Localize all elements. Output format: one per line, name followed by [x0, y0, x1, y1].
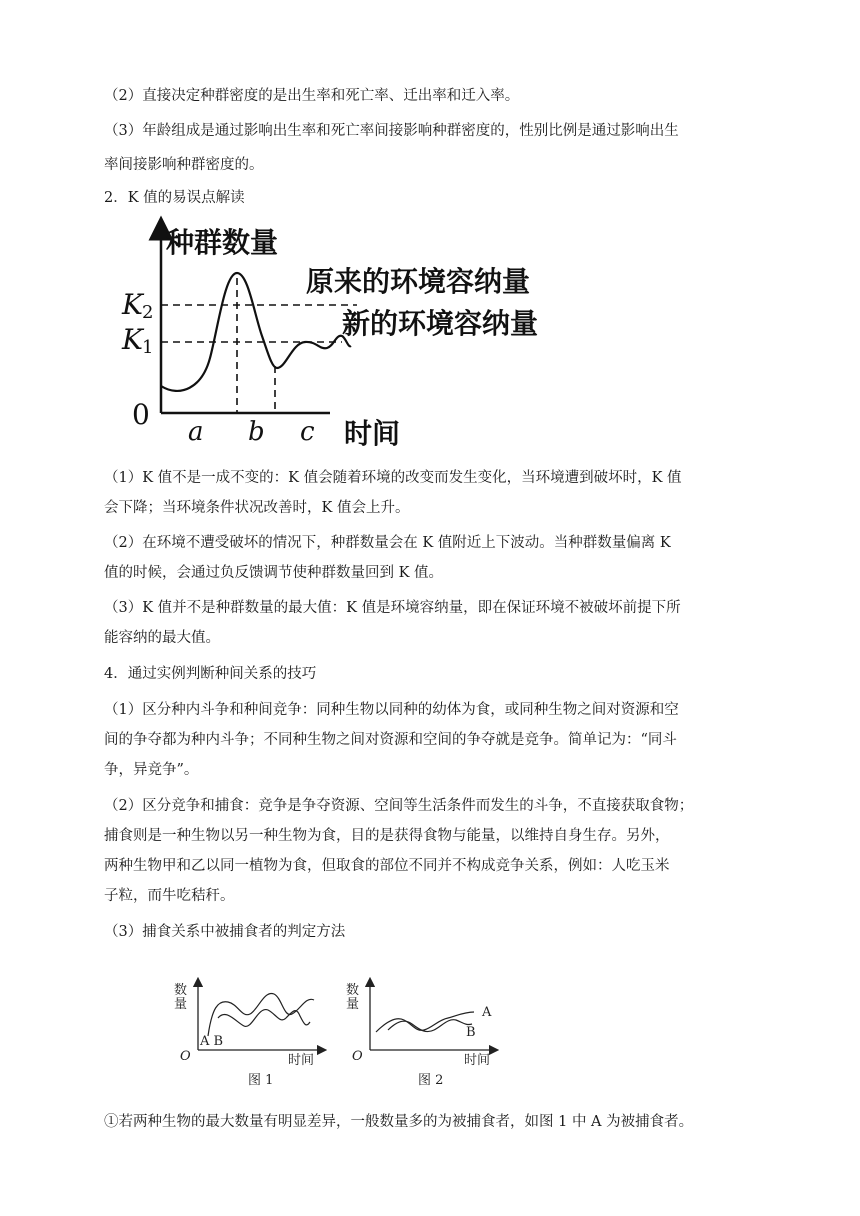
k2-label: K — [122, 288, 143, 321]
k2-subscript: 2 — [142, 302, 154, 323]
y-label-char-2: 量 — [346, 997, 360, 1012]
y-label-char-1: 数 — [346, 983, 360, 998]
x-axis-label: 时间 — [464, 1053, 491, 1068]
text-line: 子粒，而牛吃秸秆。 — [104, 888, 235, 904]
text-line: （3）捕食关系中被捕食者的判定方法 — [104, 924, 346, 940]
x-mark-c: c — [300, 417, 315, 447]
text-line: （1）K 值不是一成不变的：K 值会随着环境的改变而发生变化，当环境遭到破坏时，K 值 — [104, 470, 682, 486]
figure-caption: 图 1 — [248, 1073, 274, 1088]
y-axis-label: 种群数量 — [166, 226, 279, 259]
section-heading: 2．K 值的易误点解读 — [104, 190, 245, 206]
x-mark-a: a — [188, 417, 204, 447]
figure-2 — [342, 978, 502, 1088]
text-line: （3）年龄组成是通过影响出生率和死亡率间接影响种群密度的，性别比例是通过影响出生 — [104, 123, 679, 139]
text-line: 能容纳的最大值。 — [104, 630, 220, 646]
origin-label: O — [180, 1049, 191, 1064]
origin-label: O — [352, 1049, 363, 1064]
text-line: 间的争夺都为种内斗争；不同种生物之间对资源和空间的争夺就是竞争。简单记为：“同斗 — [104, 732, 677, 748]
text-line: 会下降；当环境条件状况改善时，K 值会上升。 — [104, 500, 410, 516]
x-axis-label: 时间 — [344, 417, 401, 450]
origin-label: 0 — [132, 398, 150, 431]
label-a: A — [482, 1005, 492, 1020]
new-capacity-label: 新的环境容纳量 — [342, 307, 539, 340]
curve-b — [388, 1020, 472, 1032]
section-heading: 4．通过实例判断种间关系的技巧 — [104, 666, 317, 682]
figure-1 — [172, 978, 332, 1088]
x-mark-b: b — [248, 417, 265, 447]
text-line: （2）区分竞争和捕食：竞争是争夺资源、空间等生活条件而发生的斗争，不直接获取食物； — [104, 798, 694, 814]
y-label-char-1: 数 — [174, 983, 188, 998]
curve-b — [218, 1010, 310, 1027]
text-line: （2）直接决定种群密度的是出生率和死亡率、迁出率和迁入率。 — [104, 88, 520, 104]
k1-subscript: 1 — [142, 337, 154, 358]
text-line: （3）K 值并不是种群数量的最大值：K 值是环境容纳量，即在保证环境不被破坏前提下所 — [104, 600, 681, 616]
series-label: A B — [200, 1034, 224, 1049]
text-line: 捕食则是一种生物以另一种生物为食，目的是获得食物与能量，以维持自身生存。另外， — [104, 828, 670, 844]
text-line: （2）在环境不遭受破坏的情况下，种群数量会在 K 值附近上下波动。当种群数量偏离 K — [104, 535, 671, 551]
k1-label: K — [122, 323, 143, 356]
text-line: 值的时候，会通过负反馈调节使种群数量回到 K 值。 — [104, 565, 444, 581]
text-line: 两种生物甲和乙以同一植物为食，但取食的部位不同并不构成竞争关系，例如：人吃玉米 — [104, 858, 670, 874]
y-label-char-2: 量 — [174, 997, 188, 1012]
label-b: B — [466, 1025, 476, 1040]
k-value-chart — [120, 218, 610, 458]
text-line: 争，异竞争”。 — [104, 762, 199, 778]
x-axis-label: 时间 — [288, 1053, 315, 1068]
text-line: 率间接影响种群密度的。 — [104, 157, 264, 173]
text-line: ①若两种生物的最大数量有明显差异，一般数量多的为被捕食者，如图 1 中 A 为被捕食者。 — [104, 1114, 694, 1130]
figure-caption: 图 2 — [418, 1073, 444, 1088]
text-line: （1）区分种内斗争和种间竞争：同种生物以同种的幼体为食，或同种生物之间对资源和空 — [104, 702, 679, 718]
original-capacity-label: 原来的环境容纳量 — [306, 265, 531, 298]
